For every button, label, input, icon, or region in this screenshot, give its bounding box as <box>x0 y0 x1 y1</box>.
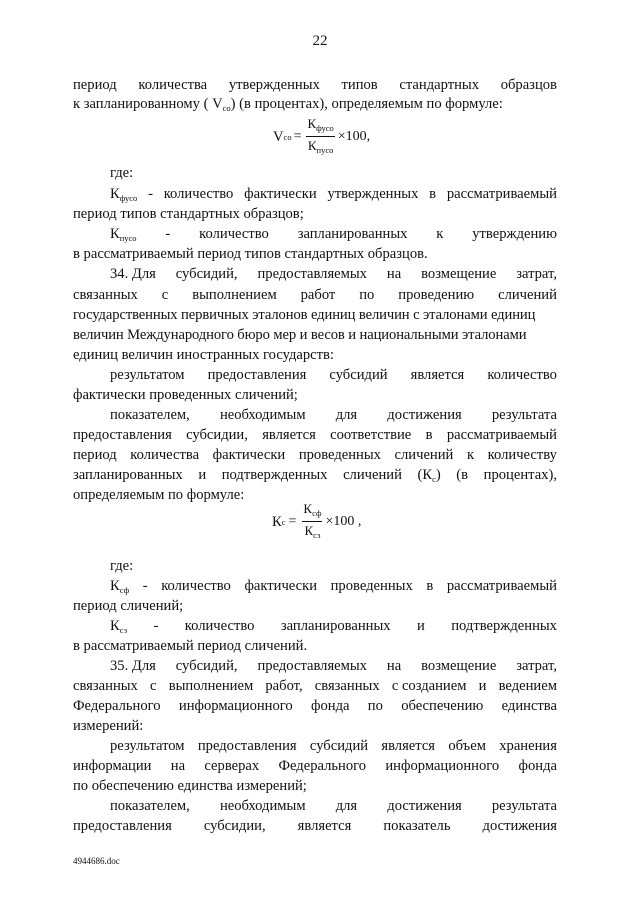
formula-vco: V со = $\frac{К_{фусо}}{К_{пусо}}$ ×100, <box>273 116 371 155</box>
text-line: предоставления субсидии, является соответствие в рассматриваемый <box>73 427 557 443</box>
file-name-footer: 4944686.doc <box>73 856 120 866</box>
text-line: период количества фактически проведенных сличений к количеству <box>73 447 557 463</box>
text-line: информации на серверах Федерального информационного фонда <box>73 758 557 774</box>
text-line: 35. Для субсидий, предоставляемых на возмещение затрат, <box>110 658 557 674</box>
text-line: предоставления субсидии, является показатель достижения <box>73 818 557 834</box>
text-line: $К_{пусо}$ - количество запланированных к утверждению <box>110 226 557 243</box>
text-line: связанных с выполнением работ, связанных с созданием и ведением <box>73 678 557 694</box>
text-line: период количества утвержденных типов стандартных образцов <box>73 77 557 93</box>
text-line: связанных с выполнением работ по проведению сличений <box>73 287 557 303</box>
text-line: определяемым по формуле: <box>73 487 245 503</box>
formula-kc: К с = $\frac{К_{сф}}{К_{сз}}$ ×100 , <box>272 501 362 540</box>
text-line: $К_{сз}$ - количество запланированных и подтвержденных <box>110 618 557 635</box>
text-line: государственных первичных эталонов единиц величин с эталонами единиц <box>73 307 536 323</box>
text-line: измерений: <box>73 718 144 734</box>
text-line: показателем, необходимым для достижения результата <box>110 798 557 814</box>
text-line: по обеспечению единства измерений; <box>73 778 307 794</box>
text-line: к запланированному ( $V_{со}$) (в процентах), определяемым по формуле: <box>73 96 503 113</box>
text-line: в рассматриваемый период типов стандартных образцов. <box>73 246 428 262</box>
text-line: Федерального информационного фонда по обеспечению единства <box>73 698 557 714</box>
text-line: единиц величин иностранных государств: <box>73 347 334 363</box>
text-line: показателем, необходимым для достижения результата <box>110 407 557 423</box>
text-line: результатом предоставления субсидий является количество <box>110 367 557 383</box>
text-line: $К_{сф}$ - количество фактически проведенных в рассматриваемый <box>110 578 557 595</box>
text-line: период типов стандартных образцов; <box>73 206 304 222</box>
text-line: где: <box>110 165 134 181</box>
text-line: запланированных и подтвержденных сличений $(К_с)$ (в процентах), <box>73 467 557 484</box>
text-line: величин Международного бюро мер и весов и национальными эталонами <box>73 327 527 343</box>
page-number: 22 <box>312 33 328 49</box>
text-line: 34. Для субсидий, предоставляемых на возмещение затрат, <box>110 266 557 282</box>
text-line: период сличений; <box>73 598 184 614</box>
text-line: результатом предоставления субсидий является объем хранения <box>110 738 557 754</box>
text-line: $К_{фусо}$ - количество фактически утвержденных в рассматриваемый <box>110 186 557 203</box>
text-line: где: <box>110 558 134 574</box>
text-line: в рассматриваемый период сличений. <box>73 638 308 654</box>
text-line: фактически проведенных сличений; <box>73 387 298 403</box>
